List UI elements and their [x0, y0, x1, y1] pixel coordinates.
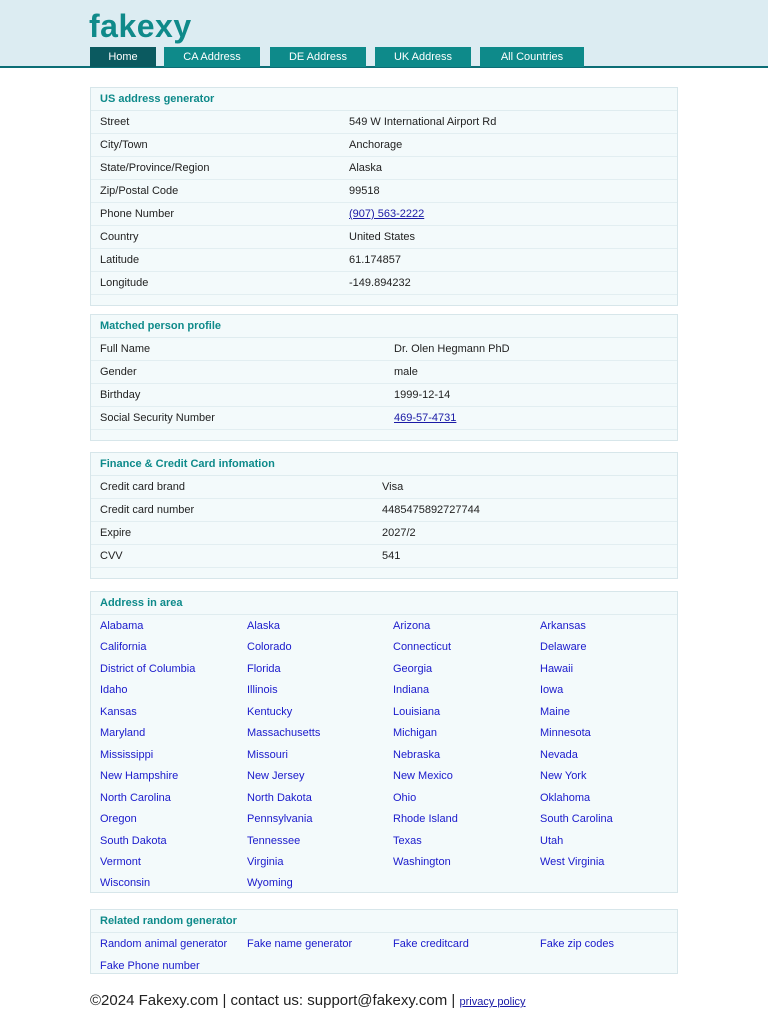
state-link[interactable]: Illinois [247, 684, 278, 697]
panel-title: Related random generator [91, 910, 677, 933]
state-link[interactable]: Virginia [247, 855, 284, 868]
field-label: Longitude [100, 277, 149, 289]
nav-ca-address[interactable]: CA Address [164, 47, 260, 67]
field-label: Full Name [100, 343, 151, 355]
site-logo[interactable]: fakexy [89, 8, 192, 44]
panel-spacer [91, 430, 677, 440]
state-link[interactable]: Iowa [540, 684, 564, 697]
related-generator-link[interactable]: Fake zip codes [540, 938, 614, 950]
state-link[interactable]: Idaho [100, 684, 128, 697]
table-row [91, 499, 677, 522]
nav-de-address[interactable]: DE Address [270, 47, 366, 67]
footer-text: ©2024 Fakexy.com | contact us: support@fakexy.com | [90, 992, 456, 1009]
table-row [91, 476, 677, 499]
state-link[interactable]: Nevada [540, 748, 578, 761]
field-label: Street [100, 116, 130, 128]
longitude-value: -149.894232 [349, 277, 411, 289]
finance-panel [90, 452, 678, 579]
panel-title: Address in area [91, 592, 677, 615]
state-link[interactable]: Hawaii [540, 662, 574, 675]
state-link[interactable]: Vermont [100, 855, 141, 868]
state-link[interactable]: Ohio [393, 791, 417, 804]
state-link[interactable]: Louisiana [393, 705, 441, 718]
state-link[interactable]: Alabama [100, 620, 144, 632]
table-row [91, 180, 677, 203]
state-link[interactable]: New Hampshire [100, 770, 179, 783]
panel-title: Matched person profile [91, 315, 677, 338]
phone-link[interactable]: (907) 563-2222 [349, 208, 425, 220]
field-label: Credit card brand [100, 481, 185, 493]
ssn-link[interactable]: 469-57-4731 [394, 412, 457, 424]
address-in-area-panel [90, 591, 678, 893]
field-label: Zip/Postal Code [100, 185, 179, 197]
panel-spacer [91, 568, 677, 578]
state-link[interactable]: Missouri [247, 748, 288, 761]
state-link[interactable]: Utah [540, 834, 564, 847]
state-link[interactable]: Wyoming [247, 877, 293, 890]
state-link[interactable]: Michigan [393, 727, 438, 740]
related-generator-link[interactable]: Fake creditcard [393, 938, 469, 950]
state-link[interactable]: Florida [247, 662, 281, 675]
field-label: Social Security Number [100, 412, 215, 424]
state-link[interactable]: District of Columbia [100, 662, 196, 675]
table-row [91, 226, 677, 249]
us-address-panel [90, 87, 678, 306]
table-row [91, 522, 677, 545]
state-link[interactable]: Washington [393, 855, 451, 868]
city-value: Anchorage [349, 139, 403, 151]
table-row [91, 338, 677, 361]
related-generator-link[interactable]: Random animal generator [100, 938, 228, 950]
field-label: Phone Number [100, 208, 174, 220]
gender-value: male [394, 366, 418, 378]
country-value: United States [349, 231, 416, 243]
street-value: 549 W International Airport Rd [349, 116, 497, 128]
state-link[interactable]: Kansas [100, 705, 137, 718]
field-label: Gender [100, 366, 137, 378]
state-link[interactable]: Mississippi [100, 748, 154, 761]
state-link[interactable]: Maine [540, 705, 570, 718]
state-link[interactable]: New York [540, 770, 587, 783]
state-link[interactable]: Arkansas [540, 620, 586, 632]
table-row [91, 203, 677, 226]
table-row [91, 272, 677, 295]
state-link[interactable]: New Jersey [247, 770, 305, 783]
field-label: State/Province/Region [100, 162, 210, 174]
person-profile-panel [90, 314, 678, 441]
state-link[interactable]: Oregon [100, 813, 137, 826]
state-link[interactable]: Colorado [247, 641, 292, 654]
zip-value: 99518 [349, 185, 380, 197]
field-label: CVV [100, 550, 123, 562]
full-name-value: Dr. Olen Hegmann PhD [394, 343, 510, 355]
state-link[interactable]: New Mexico [393, 770, 453, 783]
related-generators-panel [90, 909, 678, 974]
field-label: Country [100, 231, 139, 243]
nav-all-countries[interactable]: All Countries [480, 47, 584, 67]
state-link[interactable]: Wisconsin [100, 877, 151, 890]
related-generator-link[interactable]: Fake Phone number [100, 959, 200, 972]
state-link[interactable]: Rhode Island [393, 813, 458, 826]
state-link[interactable]: Nebraska [393, 748, 441, 761]
field-label: City/Town [100, 139, 148, 151]
state-link[interactable]: Texas [393, 834, 422, 847]
panel-spacer [91, 295, 677, 305]
state-link[interactable]: Georgia [393, 662, 433, 675]
site-header [0, 0, 768, 68]
panel-title: Finance & Credit Card infomation [91, 453, 677, 476]
state-link[interactable]: Tennessee [247, 834, 301, 847]
card-brand-value: Visa [382, 481, 404, 493]
table-row [91, 111, 677, 134]
state-link[interactable]: Arizona [393, 620, 431, 632]
birthday-value: 1999-12-14 [394, 389, 451, 401]
state-link[interactable]: Indiana [393, 684, 430, 697]
table-row [91, 545, 677, 568]
nav-uk-address[interactable]: UK Address [375, 47, 471, 67]
state-value: Alaska [349, 162, 383, 174]
privacy-policy-link[interactable]: privacy policy [459, 996, 526, 1008]
expire-value: 2027/2 [382, 527, 416, 539]
state-link[interactable]: Oklahoma [540, 791, 591, 804]
state-link[interactable]: West Virginia [540, 855, 605, 868]
panel-title: US address generator [91, 88, 677, 111]
table-row [91, 249, 677, 272]
state-link[interactable]: Pennsylvania [247, 813, 313, 826]
state-link[interactable]: North Dakota [247, 791, 312, 804]
state-link[interactable]: Connecticut [393, 641, 452, 654]
state-link[interactable]: Maryland [100, 727, 146, 740]
field-label: Credit card number [100, 504, 195, 516]
cvv-value: 541 [382, 550, 401, 562]
table-row [91, 361, 677, 384]
state-link[interactable]: Massachusetts [247, 727, 321, 740]
field-label: Expire [100, 527, 132, 539]
table-row [91, 134, 677, 157]
state-link[interactable]: Minnesota [540, 727, 591, 740]
state-link[interactable]: Alaska [247, 620, 281, 632]
card-number-value: 4485475892727744 [382, 504, 480, 516]
table-row [91, 157, 677, 180]
latitude-value: 61.174857 [349, 254, 401, 266]
state-link[interactable]: California [100, 641, 147, 654]
state-link[interactable]: Kentucky [247, 705, 293, 718]
state-link[interactable]: South Carolina [540, 813, 613, 826]
state-link[interactable]: North Carolina [100, 791, 171, 804]
field-label: Latitude [100, 254, 140, 266]
state-link[interactable]: South Dakota [100, 834, 167, 847]
table-row [91, 384, 677, 407]
related-generator-link[interactable]: Fake name generator [247, 938, 353, 950]
nav-home[interactable]: Home [90, 47, 156, 67]
site-footer [90, 990, 526, 1013]
field-label: Birthday [100, 389, 141, 401]
table-row [91, 407, 677, 430]
state-link[interactable]: Delaware [540, 641, 587, 654]
